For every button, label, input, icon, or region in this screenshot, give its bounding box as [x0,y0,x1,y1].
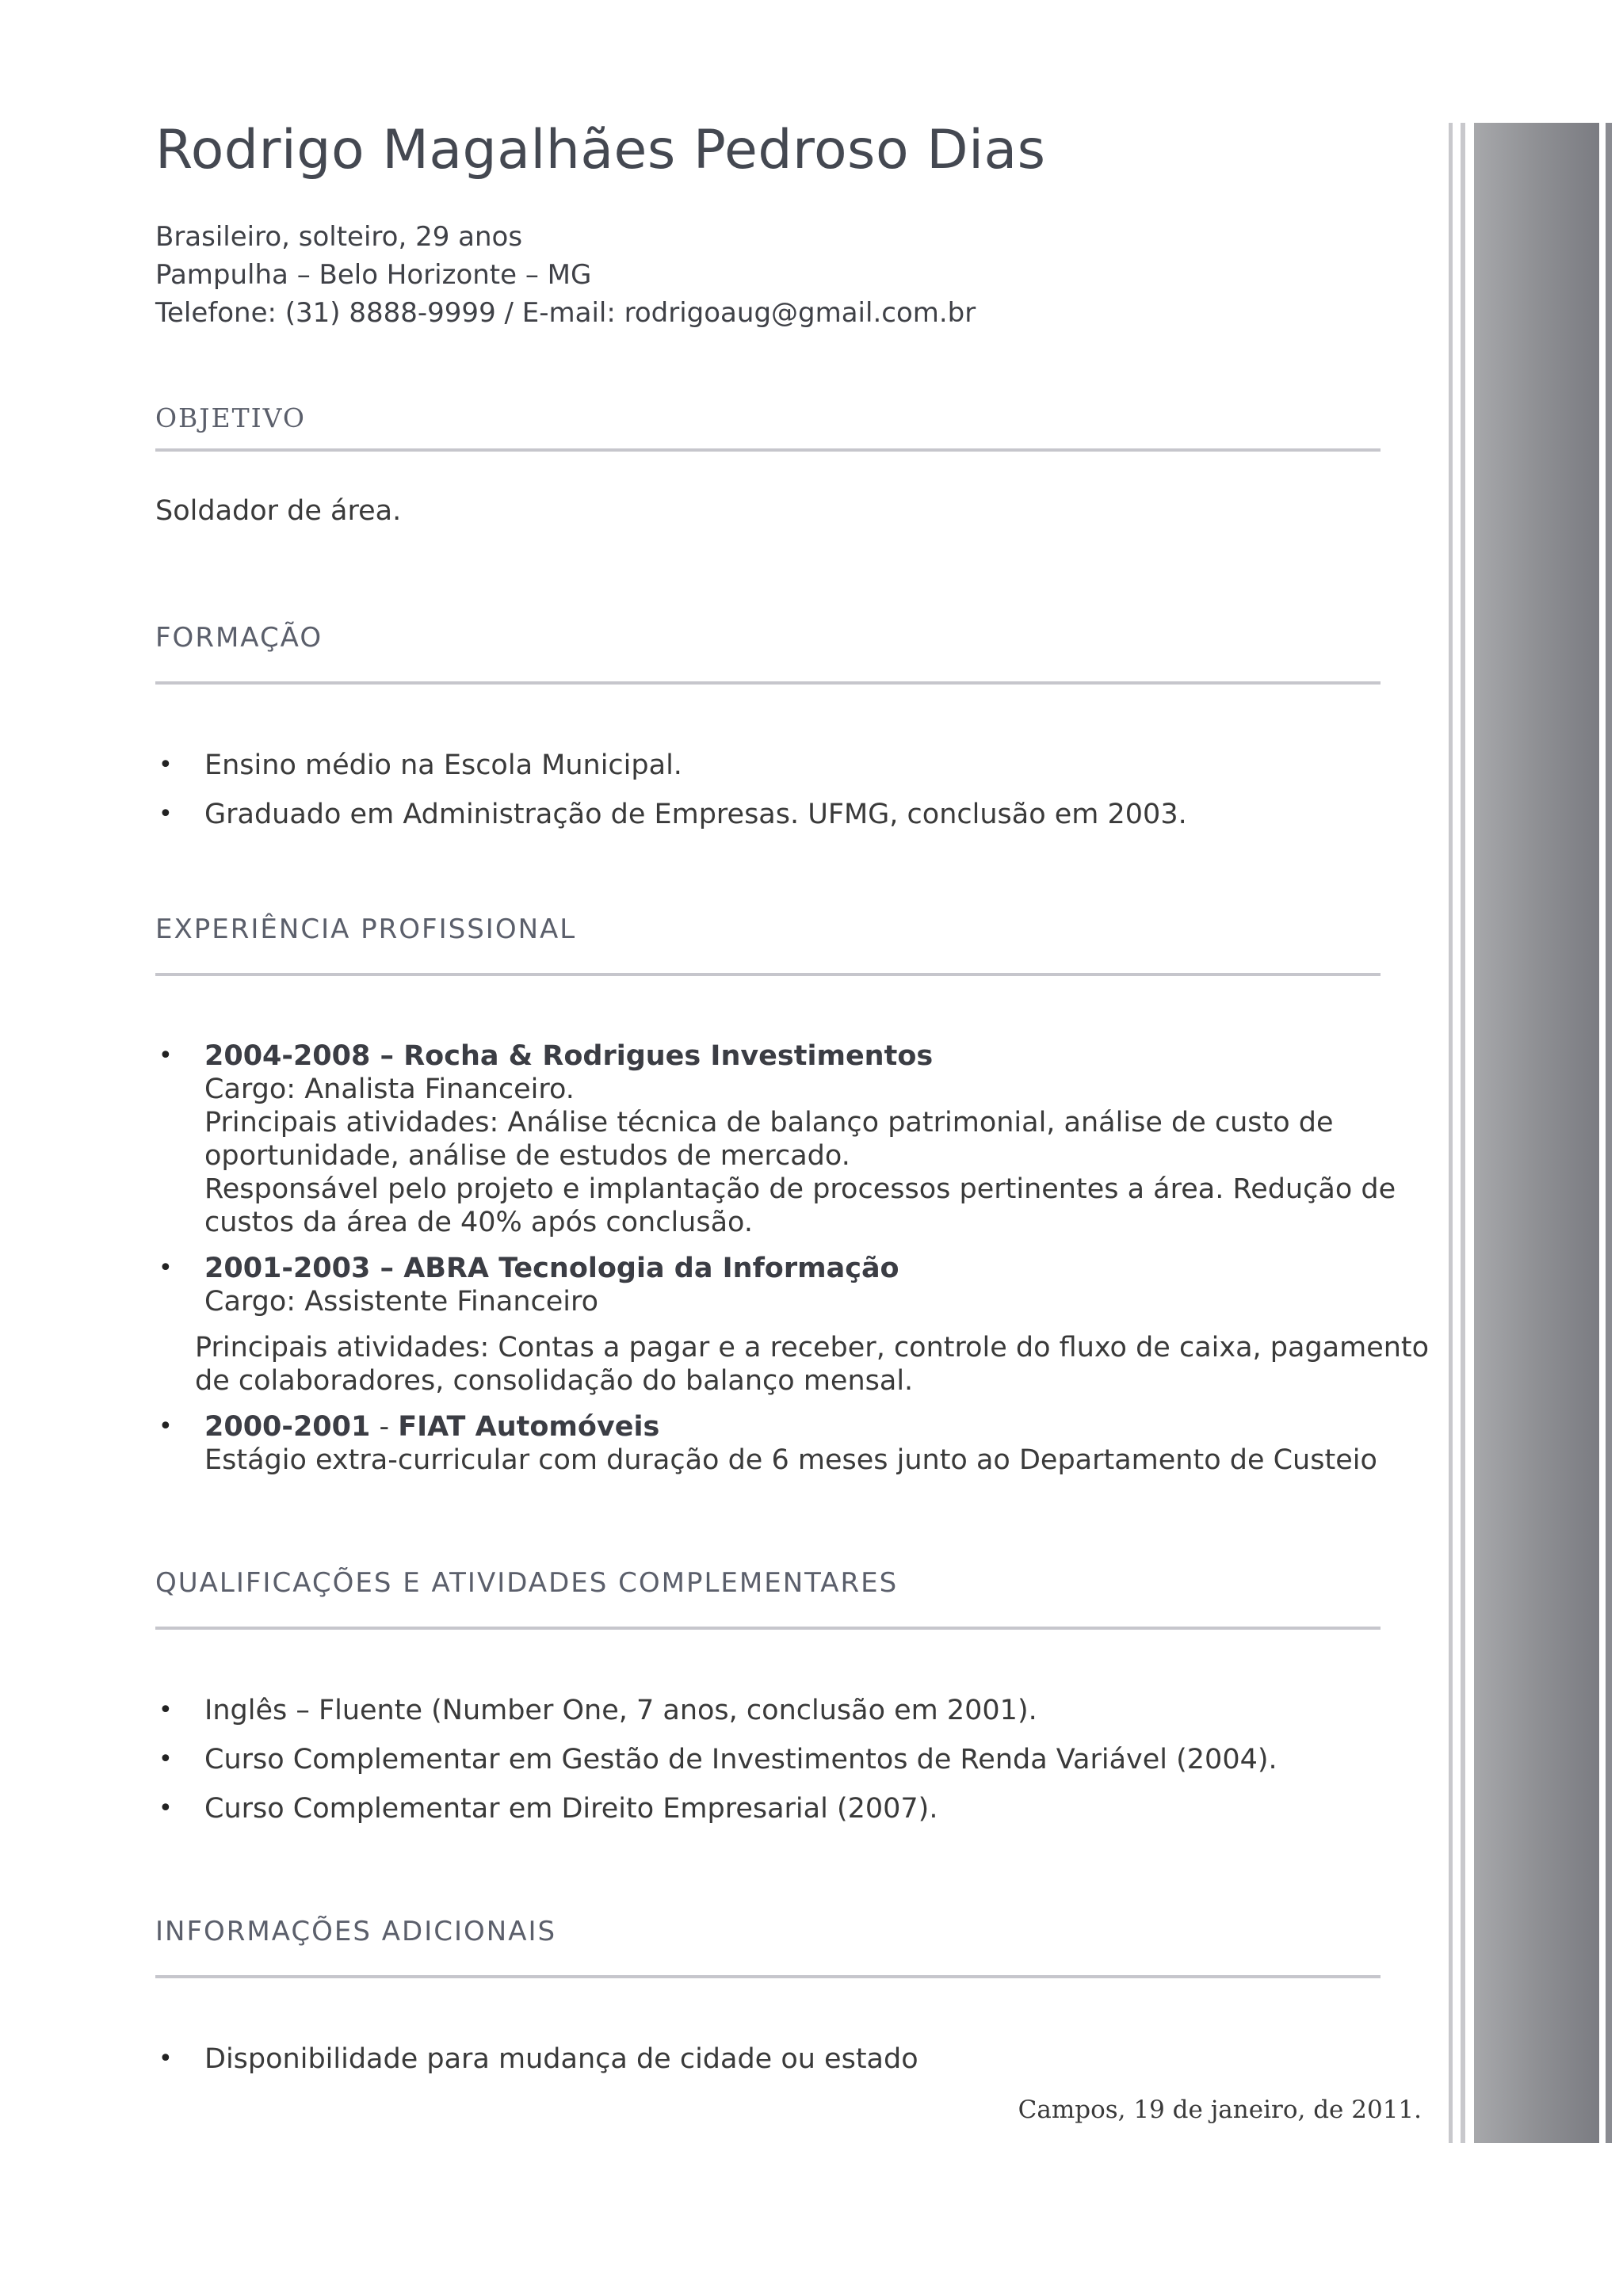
section-divider [155,1627,1381,1630]
list-item: • Inglês – Fluente (Number One, 7 anos, conclusão em 2001). [158,1695,1037,1726]
formacao-list [155,749,1187,831]
job-item [155,1252,1429,1398]
job-line: Responsável pelo projeto e implantação de processos pertinentes a área. Redução de [204,1173,1396,1205]
candidate-name: Rodrigo Magalhães Pedroso Dias [155,119,1046,181]
experiencia-list [155,1039,1429,1477]
section-divider [155,973,1381,976]
section-title-qualificacoes: QUALIFICAÇÕES E ATIVIDADES COMPLEMENTARES [155,1567,899,1599]
job-item [155,1410,1429,1477]
job-line: oportunidade, análise de estudos de mercado. [204,1140,850,1172]
list-item: • Curso Complementar em Direito Empresarial (2007). [158,1793,938,1825]
bullet-icon: • [158,800,173,828]
section-divider [155,448,1381,452]
qualificacoes-list [155,1694,1277,1825]
section-divider [155,681,1381,685]
decorative-band [1474,123,1599,2143]
personal-info-line: Pampulha – Belo Horizonte – MG [155,259,592,291]
job-line: de colaboradores, consolidação do balanço mensal. [195,1365,914,1397]
job-activities [195,1331,1429,1398]
bullet-icon: • [158,1042,173,1070]
decorative-band-line [1449,123,1453,2143]
job-line: Estágio extra-curricular com duração de 6 meses junto ao Departamento de Custeio [204,1444,1377,1476]
job-line: Cargo: Assistente Financeiro [204,1286,599,1318]
section-divider [155,1975,1381,1978]
adicionais-list [155,2042,918,2076]
job-line: custos da área de 40% após conclusão. [204,1207,753,1238]
bullet-icon: • [158,2045,173,2073]
bullet-icon: • [158,1794,173,1822]
objetivo-text: Soldador de área. [155,495,402,527]
job-line: Principais atividades: Contas a pagar e a receber, controle do fluxo de caixa, pagamento [195,1332,1430,1363]
list-item: • Curso Complementar em Gestão de Investimentos de Renda Variável (2004). [158,1744,1277,1775]
section-title-adicionais: INFORMAÇÕES ADICIONAIS [155,1916,557,1947]
section-title-formacao: FORMAÇÃO [155,622,323,654]
signature-date: Campos, 19 de janeiro, de 2011. [1018,2096,1422,2124]
bullet-icon: • [158,751,173,779]
job-title: 2000-2001 - FIAT Automóveis [204,1411,660,1443]
personal-info-line: Brasileiro, solteiro, 29 anos [155,221,523,253]
list-item: • Graduado em Administração de Empresas. UFMG, conclusão em 2003. [158,799,1187,830]
job-line: Cargo: Analista Financeiro. [204,1074,575,1105]
section-title-experiencia: EXPERIÊNCIA PROFISSIONAL [155,913,577,945]
job-line: Principais atividades: Análise técnica de balanço patrimonial, análise de custo de [204,1107,1334,1138]
bullet-icon: • [158,1413,173,1440]
bullet-icon: • [158,1745,173,1773]
list-item: • Ensino médio na Escola Municipal. [158,749,682,781]
job-title: 2001-2003 – ABRA Tecnologia da Informação [204,1253,899,1284]
job-item [155,1039,1429,1239]
bullet-icon: • [158,1254,173,1282]
personal-info [155,218,976,332]
bullet-icon: • [158,1696,173,1724]
job-title: 2004-2008 – Rocha & Rodrigues Investimentos [204,1040,934,1072]
decorative-band-line [1461,123,1465,2143]
contact-line: Telefone: (31) 8888-9999 / E-mail: rodrigoaug@gmail.com.br [155,297,976,329]
section-title-objetivo: OBJETIVO [155,402,306,433]
decorative-band-line [1606,123,1612,2143]
list-item: • Disponibilidade para mudança de cidade ou estado [158,2043,918,2075]
